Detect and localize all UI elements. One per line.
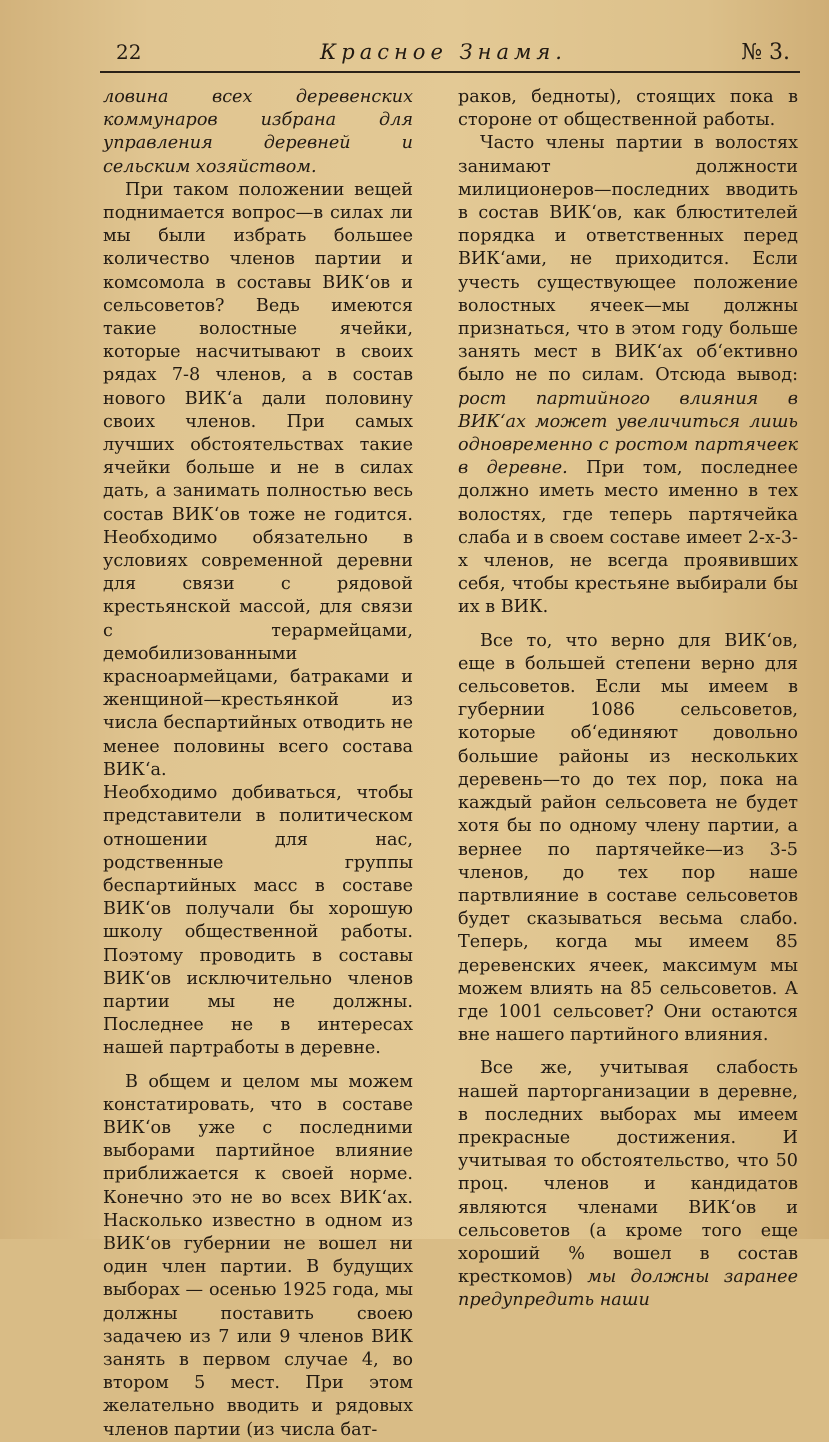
right-paragraph-2 [458, 132, 798, 619]
right-paragraph-4-text: Все же, учитывая слабость нашей парторганизации в деревне, в последних выборах мы имеем прекрасные достижения. И учитывая то обстоятельство, что 50 проц. членов и кандидатов являются членами ВИК‘ов и сельсоветов (а кроме того еще хороший % вошел в состав кресткомов) [458, 1058, 798, 1288]
left-paragraph-3: Необходимо добиваться, чтобы представители в политическом отношении для нас, родственные группы беспартийных масс в составе ВИК‘ов получали бы хорошую школу общественной работы. Поэтому проводить в составы ВИК‘ов исключительно членов партии мы не должны. Последнее не в интересах нашей партработы в деревне. [103, 783, 413, 1059]
issue-number: № 3. [741, 40, 790, 65]
header-rule [100, 71, 800, 73]
running-header [100, 40, 800, 70]
right-paragraph-1: раков, бедноты), стоящих пока в стороне от общественной работы. [458, 87, 798, 131]
right-column [458, 86, 798, 1313]
right-paragraph-4 [458, 1057, 798, 1312]
page-number: 22 [116, 40, 142, 64]
journal-title: Красное Знамя. [320, 40, 567, 64]
right-paragraph-2-emphasis: рост партийного влияния в ВИК‘ах может увеличиться лишь одновременно с ростом партячеек в деревне. [458, 388, 798, 479]
left-paragraph-2: При таком положении вещей поднимается вопрос—в силах ли мы были избрать большее количество членов партии и комсомола в составы ВИК‘ов и сельсоветов? Ведь имеются такие волостные ячейки, которые насчитывают в своих рядах 7-8 членов, а в состав нового ВИК‘а дали половину своих членов. При самых лучших обстоятельствах такие ячейки больше и не в силах дать, а занимать полностью весь состав ВИК‘ов тоже не годится. Необходимо обязательно в условиях современной деревни для связи с рядовой крестьянской массой, для связи с терармейцами, демобилизованными красноармейцами, батраками и женщиной—крестьянкой из числа беспартийных отводить не менее половины всего состава ВИК‘а. [103, 179, 413, 780]
right-paragraph-2-text-a: Часто члены партии в волостях занимают должности милиционеров—последних вводить в состав ВИК‘ов, как блюстителей порядка и ответственных перед ВИК‘ами, не приходится. Если учесть существующее положение волостных ячеек—мы должны признаться, что в этом году больше занять мест в ВИК‘ах об‘ективно было не по силам. Отсюда вывод: [458, 133, 798, 386]
right-paragraph-2-text-b: При том, последнее должно иметь место именно в тех волостях, где теперь партячейка слаба и в своем составе имеет 2-х-3-х членов, не всегда проявивших себя, чтобы крестьяне выбирали бы их в ВИК. [458, 458, 799, 618]
right-paragraph-4-emphasis: мы должны заранее предупредить наши [458, 1267, 798, 1311]
right-paragraph-3: Все то, что верно для ВИК‘ов, еще в большей степени верно для сельсоветов. Если мы имеем в губернии 1086 сельсоветов, которые об‘единяют довольно большие районы из нескольких деревень—то до тех пор, пока на каждый район сельсовета не будет хотя бы по одному члену партии, а вернее по партячейке—из 3-5 членов, до тех пор наше партвлияние в составе сельсоветов будет сказываться весьма слабо. Теперь, когда мы имеем 85 деревенских ячеек, максимум мы можем влиять на 85 сельсоветов. А где 1001 сельсовет? Они остаются вне нашего партийного влияния. [458, 630, 798, 1046]
left-paragraph-4: В общем и целом мы можем констатировать, что в составе ВИК‘ов уже с последними выборами партийное влияние приближается к своей норме. Конечно это не во всех ВИК‘ах. Насколько известно в одном из ВИК‘ов губернии не вошел ни один член партии. В будущих выборах — осенью 1925 года, мы должны поставить своею задачею из 7 или 9 членов ВИК занять в первом случае 4, во втором 5 мест. При этом желательно вводить и рядовых членов партии (из числа бат- [103, 1071, 413, 1440]
left-column [103, 86, 413, 1442]
left-paragraph-1: ловина всех деревенских коммунаров избрана для управления деревней и сельским хозяйством. [103, 87, 413, 177]
